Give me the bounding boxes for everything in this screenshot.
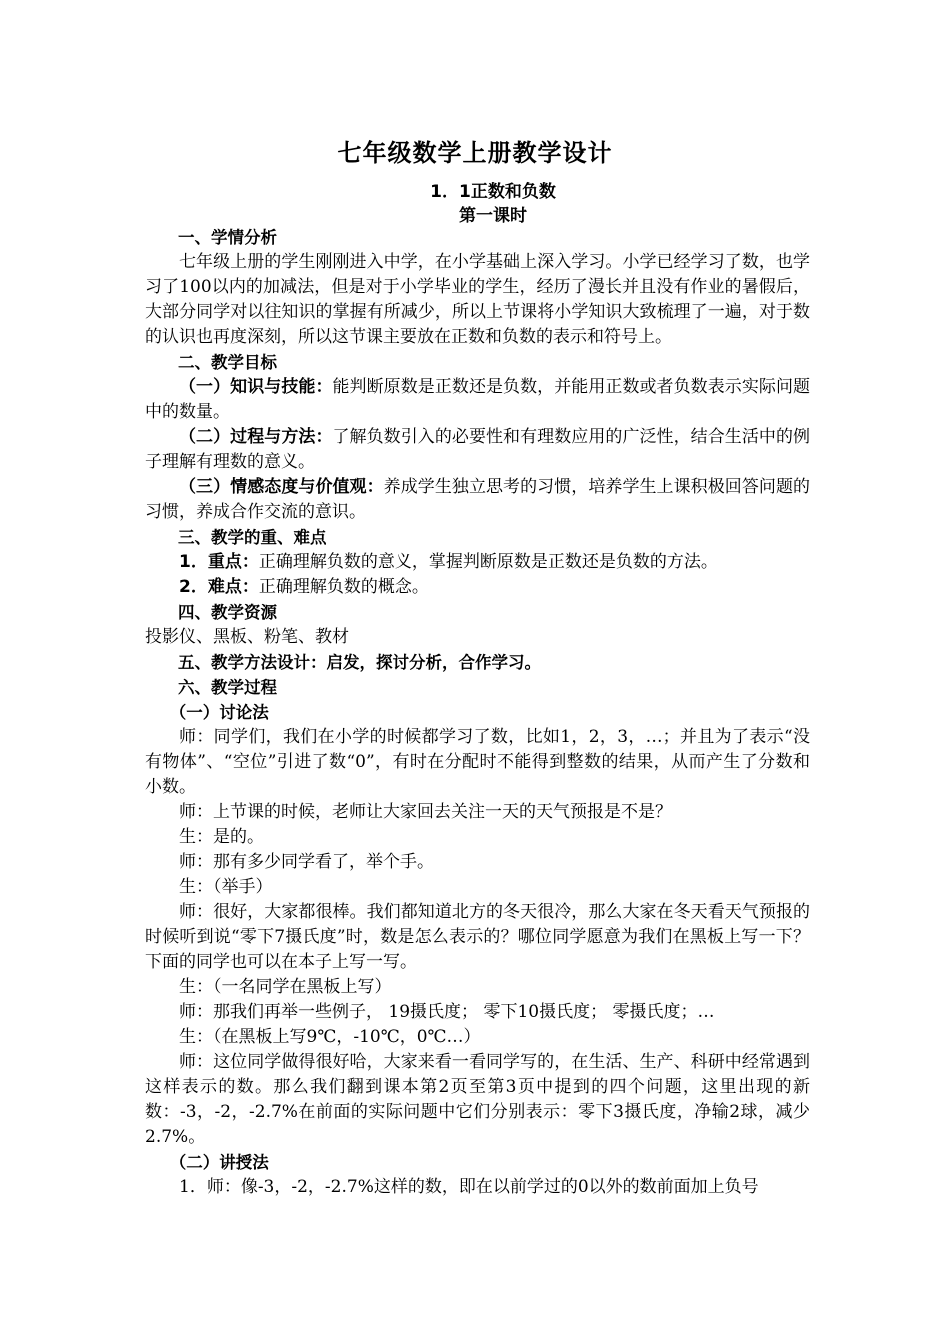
dialogue-line: 师：那有多少同学看了，举个手。 — [179, 852, 434, 872]
goal-knowledge — [145, 375, 810, 425]
goal-process-text: 了解负数引入的必要性和有理数应用的广泛性，结合生活中的例子理解有理数的意义。 — [145, 427, 810, 472]
section-subtitle: 1．1正数和负数 — [430, 182, 556, 202]
goal-process-label: （二）过程与方法： — [179, 427, 333, 447]
document-title: 七年级数学上册教学设计 — [337, 139, 613, 167]
goal-knowledge-label: （一）知识与技能： — [179, 377, 333, 397]
heading-teaching-goals: 二、教学目标 — [178, 353, 277, 372]
dialogue-line: 师：很好，大家都很棒。我们都知道北方的冬天很冷，那么大家在冬天看天气预报的时候听到说“零下7摄氏度”时，数是怎么表示的？哪位同学愿意为我们在黑板上写一下？下面的同学也可以在本子上写一写。 — [145, 902, 810, 972]
key-point-2-text: 正确理解负数的概念。 — [258, 577, 429, 597]
goal-attitude — [145, 475, 810, 525]
key-point-2 — [145, 575, 810, 600]
lesson-label: 第一课时 — [459, 206, 527, 226]
dialogue-line: 生：（一名同学在黑板上写） — [179, 977, 392, 997]
dialogue-line: 生：是的。 — [179, 827, 264, 847]
goal-process — [145, 425, 810, 475]
dialogue-line: 生：（举手） — [179, 877, 273, 897]
heading-discussion-method: （一）讨论法 — [169, 703, 269, 722]
resources-text: 投影仪、黑板、粉笔、教材 — [145, 627, 349, 647]
goal-knowledge-text: 能判断原数是正数还是负数，并能用正数或者负数表示实际问题中的数量。 — [145, 377, 810, 422]
document-body — [145, 225, 810, 1200]
dialogue-line: 师：这位同学做得很好哈，大家来看一看同学写的，在生活、生产、科研中经常遇到这样表示的数。那么我们翻到课本第2页至第3页中提到的四个问题，这里出现的新数：-3，-2，-2.7%在前面的实际问题中它们分别表示：零下3摄氏度，净输2球，减少2.7%。 — [145, 1052, 810, 1147]
dialogue-line: 师：同学们，我们在小学的时候都学习了数，比如1，2，3，…；并且为了表示“没有物体”、“空位”引进了数“0”，有时在分配时不能得到整数的结果，从而产生了分数和小数。 — [145, 727, 810, 797]
dialogue-line: 师：那我们再举一些例子， 19摄氏度； 零下10摄氏度； 零摄氏度；… — [179, 1002, 715, 1022]
heading-learning-analysis: 一、学情分析 — [178, 228, 277, 247]
dialogue-line: 生：（在黑板上写9℃，-10℃，0℃…） — [179, 1027, 481, 1047]
dialogue-line: 师：上节课的时候，老师让大家回去关注一天的天气预报是不是？ — [179, 802, 672, 822]
key-point-2-label: 2．难点： — [179, 577, 259, 597]
dialogue-line: 1．师：像-3，-2，-2.7%这样的数，即在以前学过的0以外的数前面加上负号 — [179, 1177, 759, 1197]
key-point-1 — [145, 550, 810, 575]
key-point-1-label: 1．重点： — [179, 552, 259, 572]
heading-lecture-method: （二）讲授法 — [169, 1153, 269, 1172]
goal-attitude-text: 养成学生独立思考的习惯，培养学生上课积极回答问题的习惯，养成合作交流的意识。 — [145, 477, 811, 522]
heading-key-points: 三、教学的重、难点 — [178, 528, 327, 547]
heading-process: 六、教学过程 — [178, 678, 277, 697]
paragraph-learning-analysis: 七年级上册的学生刚刚进入中学，在小学基础上深入学习。小学已经学习了数，也学习了100以内的加减法，但是对于小学毕业的学生，经历了漫长并且没有作业的暑假后，大部分同学对以往知识的掌握有所减少，所以上节课将小学知识大致梳理了一遍，对于数的认识也再度深刻，所以这节课主要放在正数和负数的表示和符号上。 — [145, 252, 810, 347]
goal-attitude-label: （三）情感态度与价值观： — [179, 477, 384, 497]
heading-resources: 四、教学资源 — [178, 603, 277, 622]
key-point-1-text: 正确理解负数的意义，掌握判断原数是正数还是负数的方法。 — [258, 552, 718, 572]
heading-methods: 五、教学方法设计：启发，探讨分析，合作学习。 — [178, 653, 541, 672]
